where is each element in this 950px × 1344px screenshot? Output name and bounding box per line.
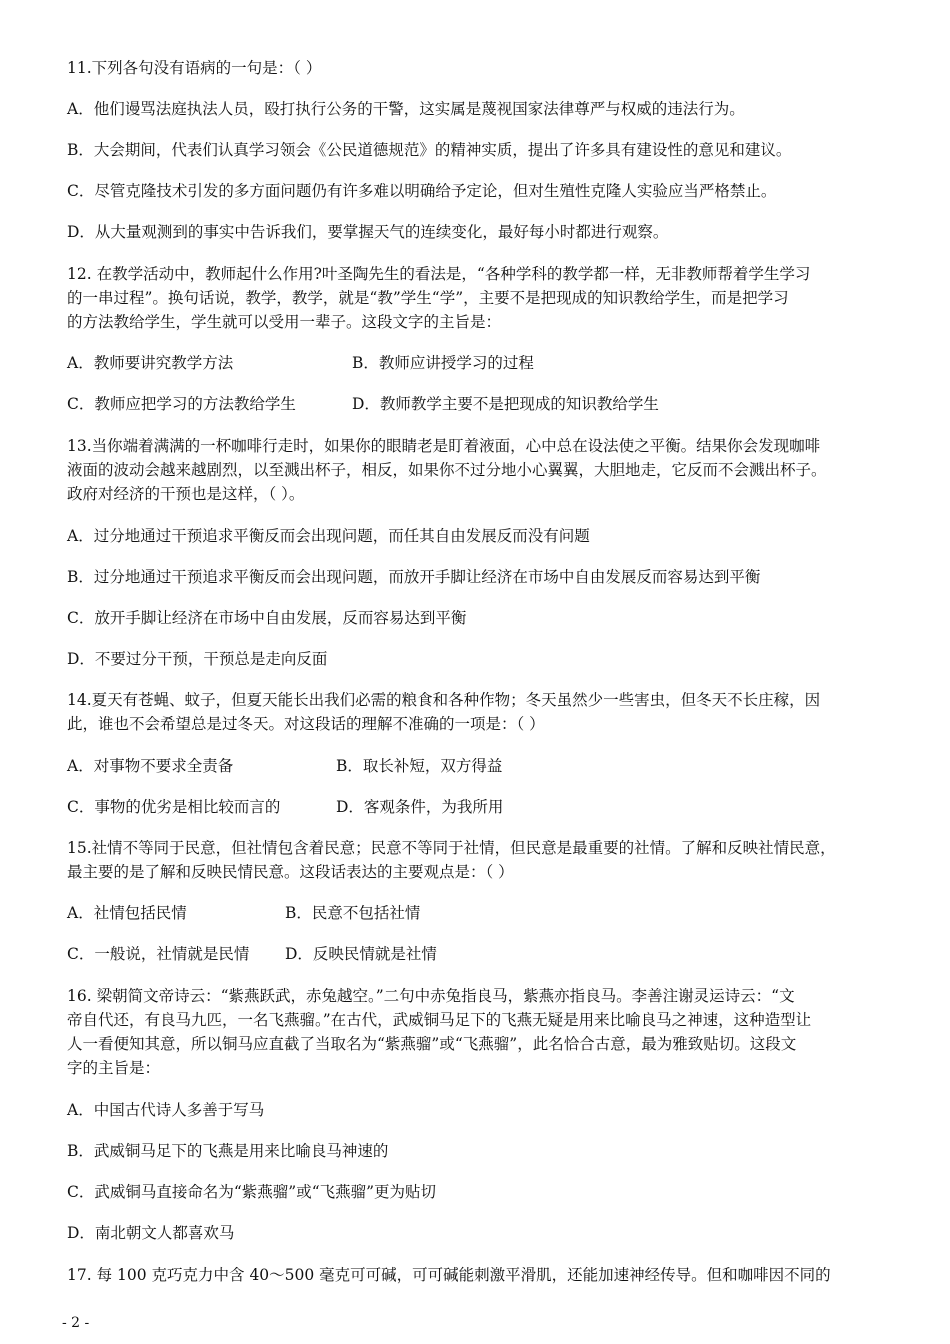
q14-option-row-2	[67, 797, 503, 817]
q14-option-c: C．事物的优劣是相比较而言的	[67, 798, 281, 816]
q14-option-row-1	[67, 756, 502, 776]
q12-option-row-2	[67, 394, 659, 414]
q13-option-a: A．过分地通过干预追求平衡反而会出现问题，而任其自由发展反而没有问题	[67, 527, 590, 545]
q16-stem-line-1: 16. 梁朝简文帝诗云：“紫燕跃武，赤兔越空。”二句中赤兔指良马，紫燕亦指良马。李善注谢灵运诗云：“文	[67, 987, 795, 1005]
q13-option-b: B．过分地通过干预追求平衡反而会出现问题，而放开手脚让经济在市场中自由发展反而容易达到平衡	[67, 568, 761, 586]
q17-stem-line-1: 17. 每 100 克巧克力中含 40～500 毫克可可碱，可可碱能刺激平滑肌，还能加速神经传导。但和咖啡因不同的	[67, 1266, 831, 1284]
q11-stem: 11.下列各句没有语病的一句是：（ ）	[67, 59, 322, 77]
q12-option-d: D．教师教学主要不是把现成的知识教给学生	[352, 395, 659, 413]
q16-option-a: A．中国古代诗人多善于写马	[67, 1101, 265, 1119]
q16-option-d: D．南北朝文人都喜欢马	[67, 1224, 235, 1242]
page-number: - 2 -	[62, 1315, 90, 1331]
q11-option-c: C．尽管克隆技术引发的多方面问题仍有许多难以明确给予定论，但对生殖性克隆人实验应当严格禁止。	[67, 182, 777, 200]
q13-option-d: D．不要过分干预，干预总是走向反面	[67, 650, 328, 668]
q13-option-c: C．放开手脚让经济在市场中自由发展，反而容易达到平衡	[67, 609, 467, 627]
q14-stem-line-1: 14.夏天有苍蝇、蚊子，但夏天能长出我们必需的粮食和各种作物；冬天虽然少一些害虫，但冬天不长庄稼，因	[67, 691, 821, 709]
q16-stem-line-4: 字的主旨是：	[67, 1059, 161, 1077]
q12-option-c: C．教师应把学习的方法教给学生	[67, 395, 296, 413]
q15-option-a: A．社情包括民情	[67, 904, 187, 922]
q11-option-d: D．从大量观测到的事实中告诉我们，要掌握天气的连续变化，最好每小时都进行观察。	[67, 223, 669, 241]
q14-option-a: A．对事物不要求全责备	[67, 757, 234, 775]
q16-stem-line-3: 人一看便知其意，所以铜马应直截了当取名为“紫燕骝”或“飞燕骝”，此名恰合古意，最为雅致贴切。这段文	[67, 1035, 797, 1053]
q13-stem-line-1: 13.当你端着满满的一杯咖啡行走时，如果你的眼睛老是盯着液面，心中总在设法使之平衡。结果你会发现咖啡	[67, 437, 821, 455]
q13-stem-line-3: 政府对经济的干预也是这样，（ ）。	[67, 485, 305, 503]
q16-option-b: B．武威铜马足下的飞燕是用来比喻良马神速的	[67, 1142, 389, 1160]
q15-option-b: B．民意不包括社情	[285, 904, 421, 922]
q14-option-d: D．客观条件，为我所用	[336, 798, 504, 816]
q15-option-row-2	[67, 944, 437, 964]
q12-stem-line-2: 的一串过程”。换句话说，教学，教学，就是“教”学生“学”，主要不是把现成的知识教给学生，而是把学习	[67, 289, 789, 307]
q15-option-d: D．反映民情就是社情	[285, 945, 437, 963]
q16-option-c: C．武威铜马直接命名为“紫燕骝”或“飞燕骝”更为贴切	[67, 1183, 437, 1201]
q14-option-b: B．取长补短，双方得益	[336, 757, 503, 775]
q12-option-a: A．教师要讲究教学方法	[67, 354, 234, 372]
q12-stem-line-1: 12. 在教学活动中，教师起什么作用?叶圣陶先生的看法是，“各种学科的教学都一样，无非教师帮着学生学习	[67, 265, 811, 283]
q12-option-b: B．教师应讲授学习的过程	[352, 354, 534, 372]
q15-stem-line-2: 最主要的是了解和反映民情民意。这段话表达的主要观点是：（ ）	[67, 863, 514, 881]
q13-stem-line-2: 液面的波动会越来越剧烈，以至溅出杯子，相反，如果你不过分地小心翼翼，大胆地走，它反而不会溅出杯子。	[67, 461, 827, 479]
q14-stem-line-2: 此，谁也不会希望总是过冬天。对这段话的理解不准确的一项是：（ ）	[67, 715, 545, 733]
q16-stem-line-2: 帝自代还，有良马九匹，一名飞燕骝。”在古代，武威铜马足下的飞燕无疑是用来比喻良马之神速，这种造型让	[67, 1011, 812, 1029]
q15-option-c: C．一般说，社情就是民情	[67, 945, 250, 963]
q15-stem-line-1: 15.社情不等同于民意，但社情包含着民意；民意不等同于社情，但民意是最重要的社情。了解和反映社情民意，	[67, 839, 836, 857]
q11-option-a: A．他们谩骂法庭执法人员，殴打执行公务的干警，这实属是蔑视国家法律尊严与权威的违法行为。	[67, 100, 745, 118]
q12-option-row-1	[67, 353, 534, 373]
q15-option-row-1	[67, 903, 420, 923]
q12-stem-line-3: 的方法教给学生，学生就可以受用一辈子。这段文字的主旨是：	[67, 313, 502, 331]
q11-option-b: B．大会期间，代表们认真学习领会《公民道德规范》的精神实质，提出了许多具有建设性的意见和建议。	[67, 141, 792, 159]
